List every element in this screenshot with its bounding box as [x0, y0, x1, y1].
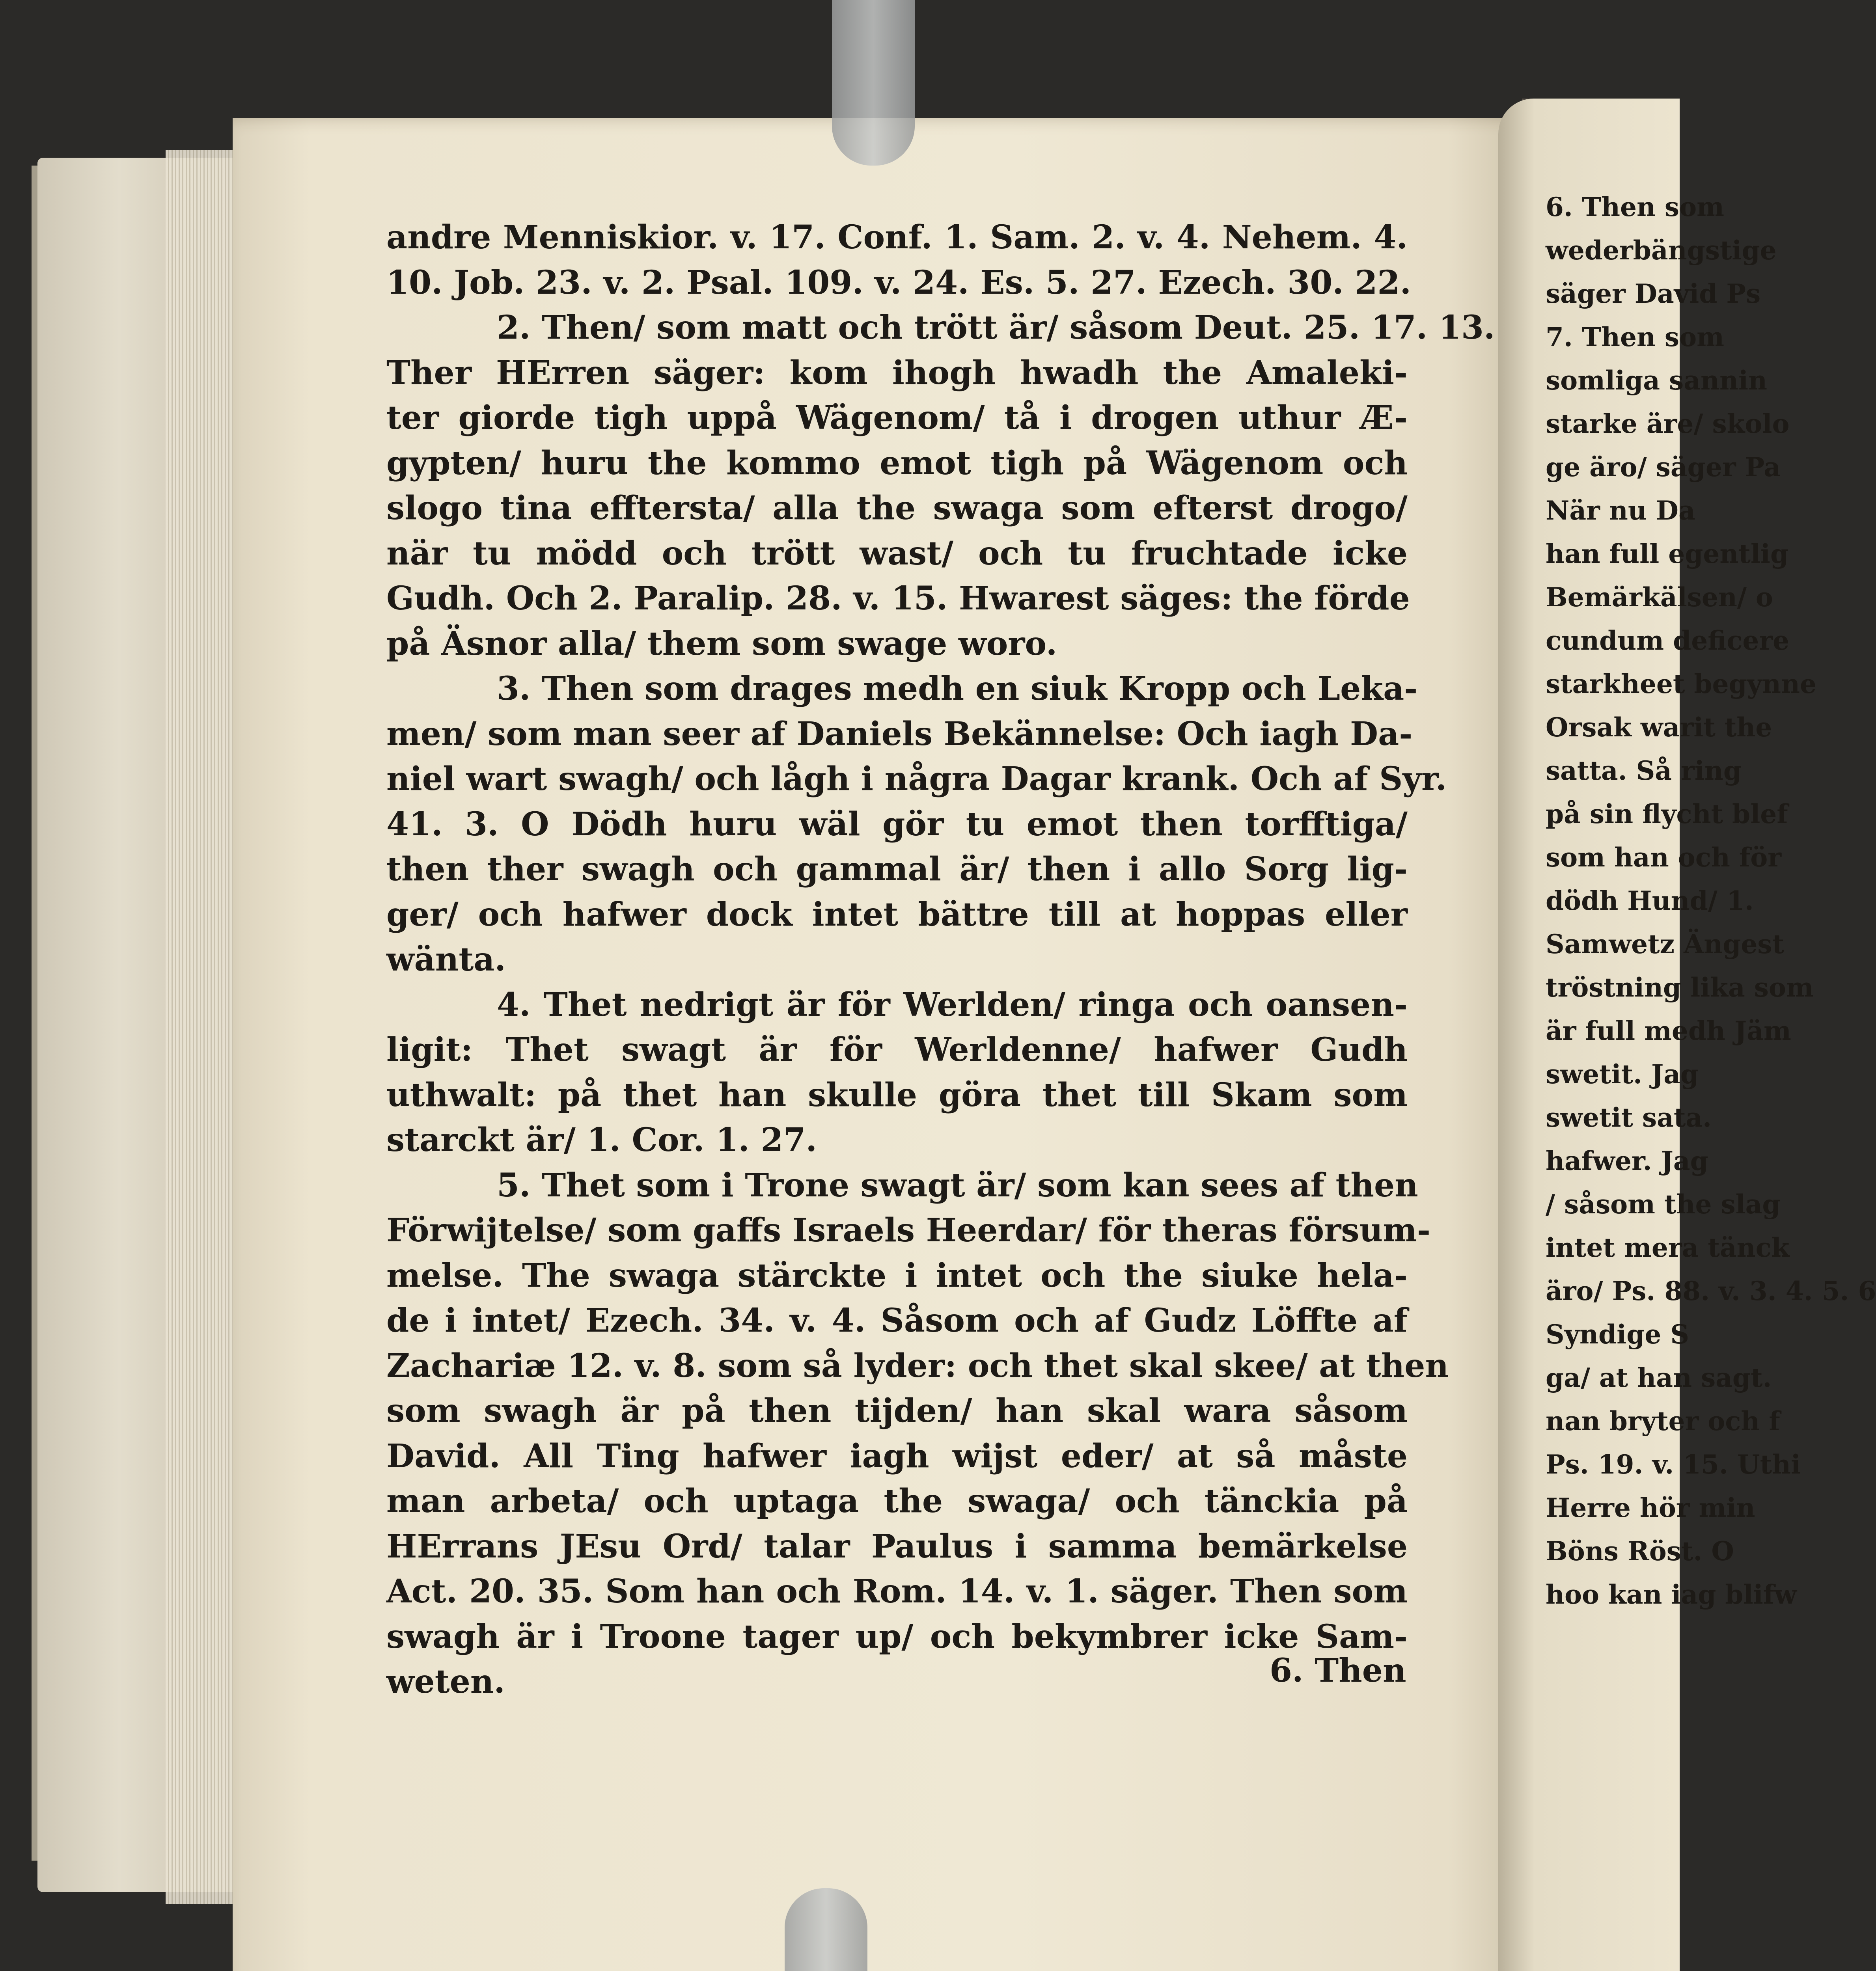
facing-text-line: swetit. Jag — [1546, 1059, 1699, 1090]
text-line: 5. Thet som i Trone swagt är/ som kan sees af then — [497, 1166, 1418, 1204]
text-line: Förwijtelse/ som gaffs Israels Heerdar/ för theras försum- — [386, 1211, 1430, 1249]
text-line: Ther HErren säger: kom ihogh hwadh the Amaleki- — [386, 354, 1408, 392]
text-line: på Äsnor alla/ them som swage woro. — [386, 624, 1057, 663]
facing-text-line: på sin flycht blef — [1546, 799, 1788, 829]
facing-text-line: tröstning lika som — [1546, 972, 1814, 1003]
page-edges — [166, 150, 241, 1904]
facing-text-line: wederbängstige — [1546, 235, 1777, 266]
facing-text-line: När nu Da — [1546, 495, 1695, 526]
facing-text-line: nan bryter och f — [1546, 1406, 1780, 1436]
facing-text-line: Samwetz Ängest — [1546, 929, 1784, 959]
text-line: starckt är/ 1. Cor. 1. 27. — [386, 1121, 817, 1159]
text-line: gypten/ huru the kommo emot tigh på Wägenom och — [386, 444, 1408, 482]
facing-text-line: Syndige S — [1546, 1319, 1689, 1350]
text-line: David. All Ting hafwer iagh wijst eder/ at så måste — [386, 1437, 1408, 1475]
facing-text-line: starke äre/ skolo — [1546, 408, 1790, 439]
facing-page — [1498, 99, 1876, 1971]
facing-text-line: satta. Så ring — [1546, 755, 1742, 786]
text-line: när tu mödd och trött wast/ och tu fruchtade icke — [386, 534, 1408, 572]
facing-text-line: starkheet begynne — [1546, 669, 1816, 699]
facing-text-line: är full medh Jäm — [1546, 1015, 1791, 1046]
text-line: men/ som man seer af Daniels Bekännelse: Och iagh Da- — [386, 715, 1413, 753]
facing-text-line: Ps. 19. v. 15. Uthi — [1546, 1449, 1801, 1480]
page-text-block — [386, 215, 1495, 1705]
facing-text-line: 6. Then som — [1546, 192, 1724, 222]
facing-text-line: Böns Röst. O — [1546, 1536, 1734, 1567]
text-line: melse. The swaga stärckte i intet och the siuke hela- — [386, 1256, 1408, 1295]
text-line: ter giorde tigh uppå Wägenom/ tå i drogen uthur Æ- — [386, 399, 1408, 437]
facing-text-line: 7. Then som — [1546, 322, 1724, 352]
text-line: ger/ och hafwer dock intet bättre till at hoppas eller — [386, 895, 1408, 933]
text-line: wänta. — [386, 941, 506, 978]
facing-text-line: somliga sannin — [1546, 365, 1767, 396]
text-line: Zachariæ 12. v. 8. som så lyder: och thet skal skee/ at then — [386, 1347, 1449, 1385]
facing-text-line: dödh Hund/ 1. — [1546, 885, 1754, 916]
page-clip-bottom — [785, 1888, 867, 1971]
facing-text-line: hafwer. Jag — [1546, 1146, 1708, 1176]
text-line: 3. Then som drages medh en siuk Kropp och Leka- — [497, 670, 1418, 708]
facing-text-line: ga/ at han sagt. — [1546, 1362, 1772, 1393]
facing-text-line: ge äro/ säger Pa — [1546, 452, 1781, 483]
facing-text-line: cundum deficere — [1546, 625, 1790, 656]
facing-text-line: swetit sata. — [1546, 1102, 1712, 1133]
text-line: uthwalt: på thet han skulle göra thet till Skam som — [386, 1076, 1408, 1114]
text-line: slogo tina efftersta/ alla the swaga som efterst drogo/ — [386, 489, 1408, 527]
text-line: ligit: Thet swagt är för Werldenne/ hafwer Gudh — [386, 1031, 1408, 1069]
facing-text-line: / såsom the slag — [1546, 1189, 1781, 1220]
text-line: then ther swagh och gammal är/ then i allo Sorg lig- — [386, 850, 1408, 888]
facing-text-line: hoo kan iag blifw — [1546, 1579, 1797, 1610]
text-line: de i intet/ Ezech. 34. v. 4. Såsom och af Gudz Löffte af — [386, 1302, 1408, 1339]
text-line: HErrans JEsu Ord/ talar Paulus i samma bemärkelse — [386, 1527, 1408, 1565]
text-line: 10. Job. 23. v. 2. Psal. 109. v. 24. Es. 5. 27. Ezech. 30. 22. — [386, 263, 1412, 302]
text-line: andre Menniskior. v. 17. Conf. 1. Sam. 2. v. 4. Nehem. 4. — [386, 218, 1408, 256]
catchword: 6. Then — [1270, 1652, 1406, 1690]
page-clip-top — [832, 0, 915, 166]
text-line: 4. Thet nedrigt är för Werlden/ ringa och oansen- — [497, 986, 1408, 1024]
text-line: niel wart swagh/ och lågh i några Dagar krank. Och af Syr. — [386, 760, 1447, 798]
facing-text-line: han full egentlig — [1546, 538, 1789, 569]
text-line: weten. — [386, 1663, 505, 1701]
facing-text-line: intet mera tänck — [1546, 1232, 1790, 1263]
facing-text-line: som han och för — [1546, 842, 1782, 873]
text-line: Act. 20. 35. Som han och Rom. 14. v. 1. säger. Then som — [386, 1572, 1408, 1610]
facing-text-line: äro/ Ps. 88. v. 3. 4. 5. 6 — [1546, 1276, 1876, 1306]
text-line: swagh är i Troone tager up/ och bekymbrer icke Sam- — [386, 1617, 1408, 1656]
facing-text-line: Orsak warit the — [1546, 712, 1772, 743]
facing-text-line: Bemärkälsen/ o — [1546, 582, 1773, 613]
text-line: 2. Then/ som matt och trött är/ såsom Deut. 25. 17. 13. — [497, 309, 1495, 347]
facing-text-line: säger David Ps — [1546, 278, 1761, 309]
text-line: 41. 3. O Dödh huru wäl gör tu emot then torfftiga/ — [386, 805, 1408, 843]
text-line: man arbeta/ och uptaga the swaga/ och tänckia på — [386, 1482, 1408, 1520]
text-line: Gudh. Och 2. Paralip. 28. v. 15. Hwarest säges: the förde — [386, 579, 1410, 617]
facing-page-text — [1546, 185, 1876, 1616]
text-line: som swagh är på then tijden/ han skal wara såsom — [386, 1392, 1408, 1430]
facing-text-line: Herre hör min — [1546, 1492, 1755, 1523]
